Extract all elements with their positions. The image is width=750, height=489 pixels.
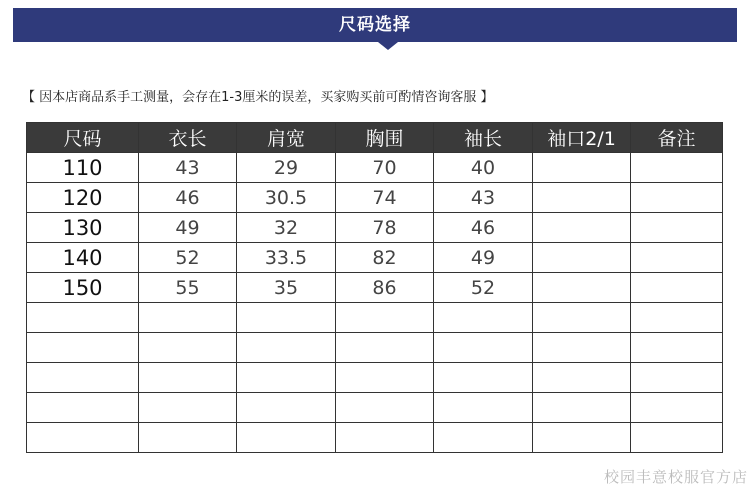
- table-cell: [237, 393, 336, 423]
- size-cell: [27, 303, 139, 333]
- table-cell: [631, 243, 723, 273]
- table-cell: [434, 363, 533, 393]
- table-cell: [533, 183, 631, 213]
- size-cell: 140: [27, 243, 139, 273]
- table-cell: [631, 393, 723, 423]
- banner-pointer: [378, 42, 398, 50]
- table-cell: 49: [139, 213, 237, 243]
- table-cell: [631, 213, 723, 243]
- column-header: 衣长: [139, 123, 237, 153]
- table-cell: [533, 153, 631, 183]
- table-row: [27, 363, 723, 393]
- table-cell: 33.5: [237, 243, 336, 273]
- table-cell: [434, 303, 533, 333]
- size-cell: [27, 333, 139, 363]
- page-title: 尺码选择: [339, 15, 411, 35]
- table-cell: 52: [434, 273, 533, 303]
- table-cell: [336, 303, 434, 333]
- table-body: [27, 153, 723, 453]
- column-header: 尺码: [27, 123, 139, 153]
- table-cell: [533, 243, 631, 273]
- table-cell: [631, 273, 723, 303]
- table-row: [27, 273, 723, 303]
- table-cell: 46: [434, 213, 533, 243]
- table-row: [27, 393, 723, 423]
- table-cell: 35: [237, 273, 336, 303]
- table-cell: [631, 423, 723, 453]
- table-cell: [336, 363, 434, 393]
- measurement-notice: 【 因本店商品系手工测量，会存在1-3厘米的误差，买家购买前可酌情咨询客服 】: [22, 90, 494, 105]
- table-cell: [139, 363, 237, 393]
- column-header: 袖长: [434, 123, 533, 153]
- column-header: 肩宽: [237, 123, 336, 153]
- size-cell: 110: [27, 153, 139, 183]
- table-cell: [533, 273, 631, 303]
- table-cell: 52: [139, 243, 237, 273]
- table-cell: 55: [139, 273, 237, 303]
- table-cell: [631, 303, 723, 333]
- table-row: [27, 243, 723, 273]
- table-cell: 86: [336, 273, 434, 303]
- table-cell: 43: [434, 183, 533, 213]
- store-watermark: 校园丰意校服官方店: [603, 468, 748, 486]
- table-row: [27, 303, 723, 333]
- table-cell: 40: [434, 153, 533, 183]
- size-cell: 120: [27, 183, 139, 213]
- table-cell: 30.5: [237, 183, 336, 213]
- table-cell: 29: [237, 153, 336, 183]
- table-cell: [139, 393, 237, 423]
- table-cell: [631, 183, 723, 213]
- column-header: 胸围: [336, 123, 434, 153]
- table-row: [27, 213, 723, 243]
- table-cell: [139, 333, 237, 363]
- table-cell: [631, 363, 723, 393]
- table-cell: 43: [139, 153, 237, 183]
- table-cell: [237, 303, 336, 333]
- table-cell: [139, 303, 237, 333]
- table-cell: 70: [336, 153, 434, 183]
- table-cell: [336, 423, 434, 453]
- table-row: [27, 153, 723, 183]
- table-cell: 78: [336, 213, 434, 243]
- table-cell: [434, 423, 533, 453]
- size-cell: [27, 393, 139, 423]
- table-cell: [631, 153, 723, 183]
- table-cell: [434, 333, 533, 363]
- table-row: [27, 423, 723, 453]
- size-cell: [27, 363, 139, 393]
- size-cell: [27, 423, 139, 453]
- size-cell: 130: [27, 213, 139, 243]
- table-cell: [533, 333, 631, 363]
- size-table: [26, 122, 723, 453]
- table-cell: [237, 333, 336, 363]
- table-row: [27, 183, 723, 213]
- table-cell: 46: [139, 183, 237, 213]
- table-cell: 74: [336, 183, 434, 213]
- size-cell: 150: [27, 273, 139, 303]
- table-cell: [533, 393, 631, 423]
- table-cell: 49: [434, 243, 533, 273]
- table-row: [27, 333, 723, 363]
- table-cell: [237, 363, 336, 393]
- header-banner: [13, 8, 737, 42]
- table-cell: [434, 393, 533, 423]
- table-cell: [533, 363, 631, 393]
- table-cell: [237, 423, 336, 453]
- table-cell: [336, 333, 434, 363]
- table-cell: [533, 423, 631, 453]
- table-cell: 32: [237, 213, 336, 243]
- table-cell: 82: [336, 243, 434, 273]
- table-cell: [139, 423, 237, 453]
- table-header-row: [27, 123, 723, 153]
- table-cell: [533, 213, 631, 243]
- table-cell: [631, 333, 723, 363]
- column-header: 袖口2/1: [533, 123, 631, 153]
- table-cell: [533, 303, 631, 333]
- column-header: 备注: [631, 123, 723, 153]
- table-cell: [336, 393, 434, 423]
